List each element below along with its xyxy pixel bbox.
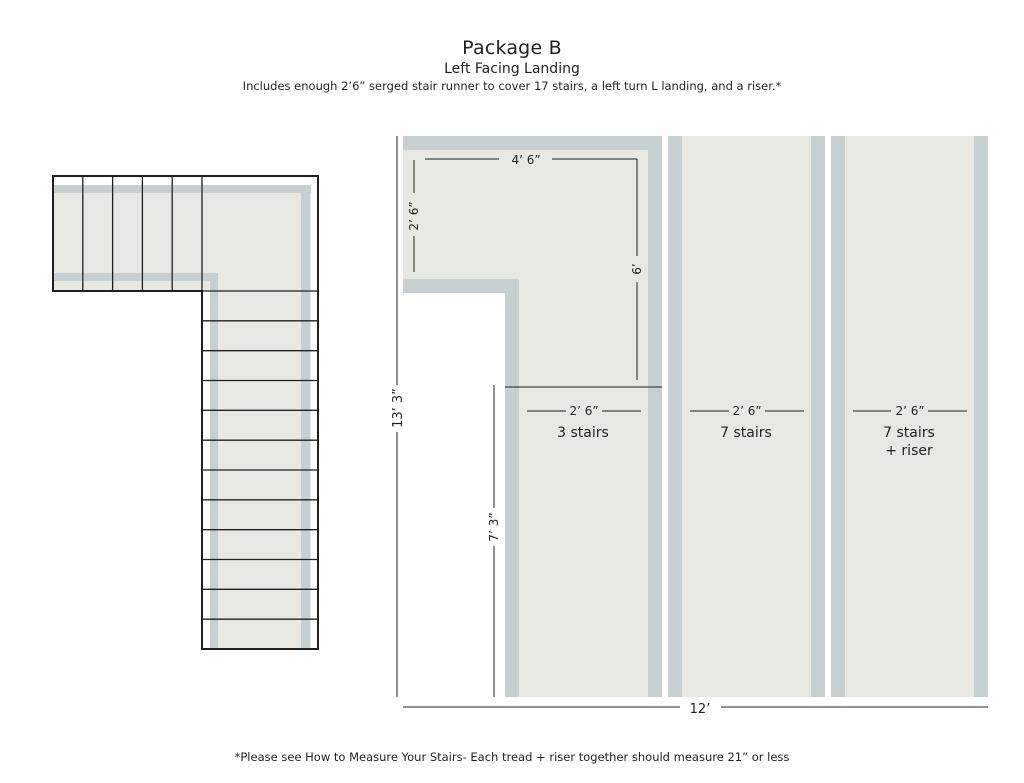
strip-3-width-label: 2’ 6” [895,404,925,418]
page-subtitle: Left Facing Landing [444,61,580,77]
runner-plan-border-inner-left [210,273,218,649]
runner-plan-border-inner-top [53,273,218,281]
overall-width-label: 12’ [689,702,711,717]
landing-depth-label: 2’ 6” [407,201,421,231]
package-description: Includes enough 2’6” serged stair runner to cover 17 stairs, a left turn L landing, and a riser.* [242,79,782,93]
landing-border-right [648,136,662,697]
strip-2-border-right [811,136,825,697]
runner-cut-plan [391,136,988,717]
overall-height-label: 13’ 3” [391,388,406,428]
stair-layout-plan [53,176,318,649]
lower-height-label: 7’ 3” [487,512,501,542]
strip-3-border-left [831,136,845,697]
landing-border-top [403,136,662,150]
strip-2-width-label: 2’ 6” [732,404,762,418]
strip-2-border-left [668,136,682,697]
strip-3-stairs-label: 7 stairs [883,425,935,441]
strip-2-stairs-label: 7 stairs [720,425,772,441]
strip-1-width-label: 2’ 6” [569,404,599,418]
strip-1-stairs-label: 3 stairs [557,425,609,441]
page-title: Package B [462,37,562,59]
strip-3-border-right [974,136,988,697]
runner-plan-border-top [53,185,311,193]
landing-width-label: 4’ 6” [511,153,541,167]
runner-plan-border-right [301,185,310,649]
landing-border-inner-top [403,279,519,293]
landing-length-label: 6’ [630,263,644,275]
runner-plan-fill-flight [210,185,311,649]
footnote: *Please see How to Measure Your Stairs- Each tread + riser together should measure 21” or less [234,750,790,764]
flight-piece-1-border-left [505,279,519,697]
strip-3-riser-label: + riser [885,443,933,459]
